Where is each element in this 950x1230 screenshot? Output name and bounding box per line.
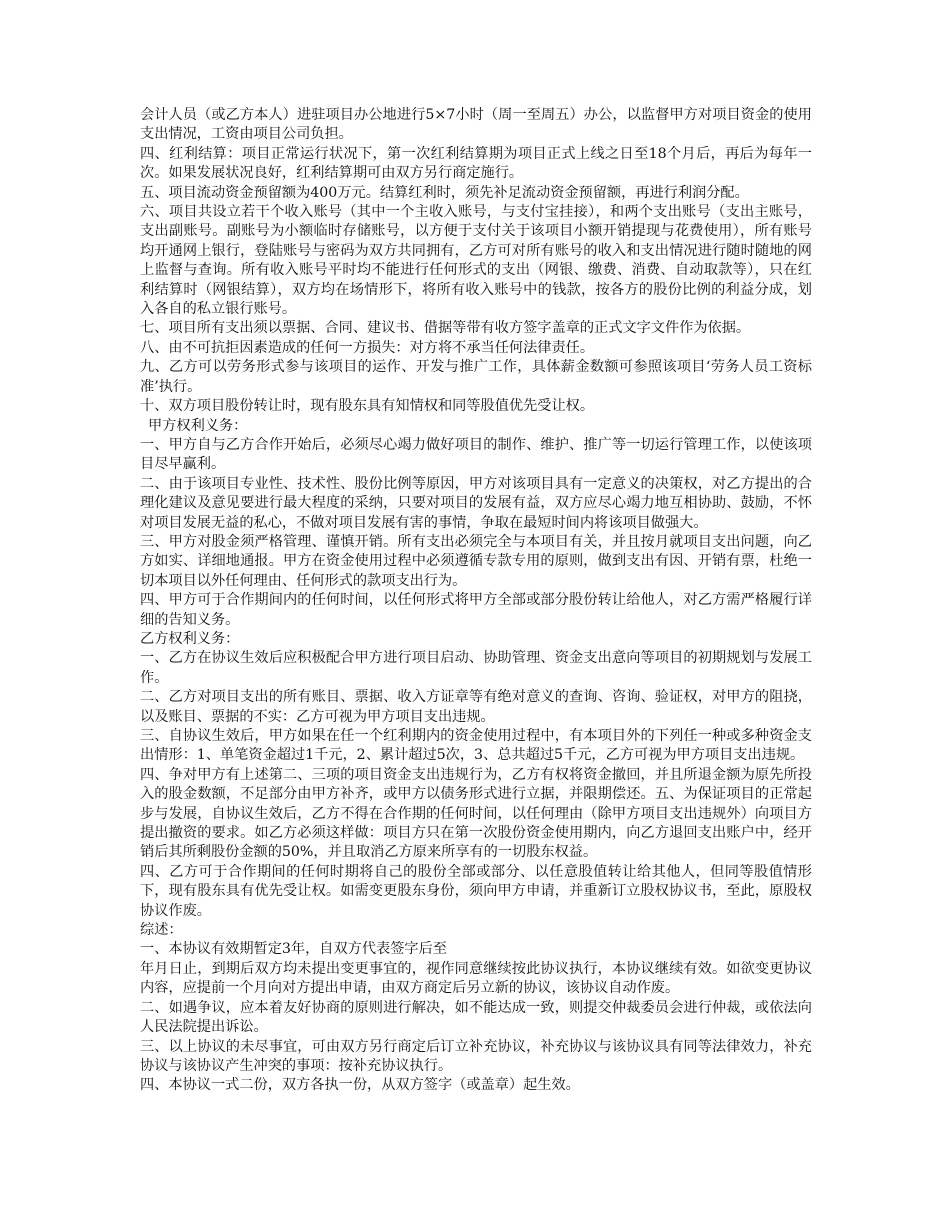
section-heading-party-a: 甲方权利义务：: [148, 417, 248, 434]
paragraph-dividend-settlement: 四、红利结算：项目正常运行状况下，第一次红利结算期为项目正式上线之日至18个月后，再后为每年一次。如果发展状况良好，红利结算期可由双方另行商定施行。: [140, 145, 812, 182]
section-heading-summary: 综述：: [140, 922, 183, 939]
paragraph-labor-participation: 九、乙方可以劳务形式参与该项目的运作、开发与推广工作，具体薪金数额可参照该项目‘劳务人员工资标准’执行。: [140, 359, 812, 395]
paragraph-staff-office: 会计人员（或乙方本人）进驻项目办公地进行5×7小时（周一至周五）办公，以监督甲方对项目资金的使用支出情况，工资由项目公司负担。: [140, 107, 812, 143]
paragraph-share-transfer: 十、双方项目股份转让时，现有股东具有知情权和同等股值优先受让权。: [140, 398, 595, 415]
paragraph-summary-1: 一、本协议有效期暂定3年，自双方代表签字后至: [140, 941, 447, 958]
paragraph-working-capital: 五、项目流动资金预留额为400万元。结算红利时，须先补足流动资金预留额，再进行利润分配。: [140, 184, 749, 201]
paragraph-party-b-3: 三、自协议生效后，甲方如果在任一个红利期内的资金使用过程中，有本项目外的下列任一种或多种资金支出情形：1、单笔资金超过1千元，2、累计超过5次，3、总共超过5千元，乙方可视为甲方项目支出违规。: [140, 728, 812, 764]
paragraph-party-a-2: 二、由于该项目专业性、技术性、股份比例等原因，甲方对该项目具有一定意义的决策权，对乙方提出的合理化建议及意见要进行最大程度的采纳，只要对项目的发展有益，双方应尽心竭力地互相协助、鼓励，不怀对项目发展无益的私心，不做对项目发展有害的事情，争取在最短时间内将该项目做强大。: [140, 475, 812, 531]
paragraph-party-a-4: 四、甲方可于合作期间内的任何时间，以任何形式将甲方全部或部分股份转让给他人，对乙方需严格履行详细的告知义务。: [140, 592, 812, 628]
paragraph-summary-4: 四、本协议一式二份，双方各执一份，从双方签字（或盖章）起生效。: [140, 1077, 580, 1094]
paragraph-party-a-1: 一、甲方自与乙方合作开始后，必须尽心竭力做好项目的制作、维护、推广等一切运行管理工作，以使该项目尽早赢利。: [140, 436, 812, 473]
paragraph-summary-2: 二、如遇争议，应本着友好协商的原则进行解决，如不能达成一致，则提交仲裁委员会进行仲裁，或依法向人民法院提出诉讼。: [140, 999, 812, 1036]
document-body: [140, 106, 812, 1096]
paragraph-summary-1-cont: 年月日止，到期后双方均未提出变更事宜的，视作同意继续按此协议执行，本协议继续有效。如欲变更协议内容，应提前一个月向对方提出申请，由双方商定后另立新的协议，该协议自动作废。: [140, 960, 812, 997]
paragraph-party-a-3: 三、甲方对股金须严格管理、谨慎开销。所有支出必须完全与本项目有关，并且按月就项目支出问题，向乙方如实、详细地通报。甲方在资金使用过程中必须遵循专款专用的原则，做到支出有因、开销有票，杜绝一切本项目以外任何理由、任何形式的款项支出行为。: [140, 533, 812, 589]
section-heading-party-b: 乙方权利义务：: [140, 630, 240, 647]
paragraph-summary-3: 三、以上协议的未尽事宜，可由双方另行商定后订立补充协议，补充协议与该协议具有同等法律效力，补充协议与该协议产生冲突的事项：按补充协议执行。: [140, 1038, 812, 1074]
paragraph-party-b-1: 一、乙方在协议生效后应积极配合甲方进行项目启动、协助管理、资金支出意向等项目的初期规划与发展工作。: [140, 650, 812, 686]
paragraph-party-b-5: 四、乙方可于合作期间的任何时期将自己的股份全部或部分、以任意股值转让给其他人，但同等股值情形下，现有股东具有优先受让权。如需变更股东身份，须向甲方申请，并重新订立股权协议书，至此，原股权协议作废。: [140, 863, 812, 919]
paragraph-party-b-2: 二、乙方对项目支出的所有账目、票据、收入方证章等有绝对意义的查询、咨询、验证权，对甲方的阻挠，以及账目、票据的不实：乙方可视为甲方项目支出违规。: [140, 689, 812, 725]
paragraph-party-b-4: 四、争对甲方有上述第二、三项的项目资金支出违规行为，乙方有权将资金撤回，并且所退金额为原先所投入的股金数额，不足部分由甲方补齐，或甲方以债务形式进行立据，并限期偿还。五、为保证项目的正常起步与发展，自协议生效后，乙方不得在合作期的任何时间，以任何理由（除甲方项目支出违规外）向项目方提出撤资的要求。如乙方必须这样做：项目方只在第一次股份资金使用期内，向乙方退回支出账户中，经开销后其所剩股份金额的50%，并且取消乙方原来所享有的一切股东权益。: [140, 766, 812, 861]
paragraph-force-majeure: 八、由不可抗拒因素造成的任何一方损失：对方将不承当任何法律责任。: [140, 339, 595, 356]
paragraph-accounts: 六、项目共设立若干个收入账号（其中一个主收入账号，与支付宝挂接），和两个支出账号（支出主账号，支出副账号。副账号为小额临时存储账号，以方便于支付关于该项目小额开销提现与花费使用），所有账号均开通网上银行，登陆账号与密码为双方共同拥有，乙方可对所有账号的收入和支出情况进行随时随地的网上监督与查询。所有收入账号平时均不能进行任何形式的支出（网银、缴费、消费、自动取款等），只在红利结算时（网银结算），双方均在场情形下，将所有收入账号中的钱款，按各方的股份比例的利益分成，划入各自的私立银行账号。: [140, 204, 812, 318]
paragraph-expense-basis: 七、项目所有支出须以票据、合同、建议书、借据等带有收方签字盖章的正式文字文件作为依据。: [140, 320, 751, 337]
